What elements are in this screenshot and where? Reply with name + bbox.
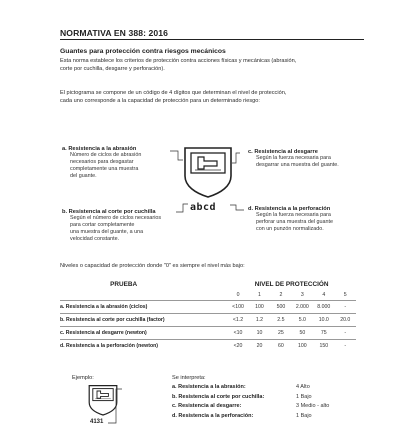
example-row-value: 1 Bajo (296, 393, 312, 400)
cell: 50 (292, 327, 313, 340)
example-row-value: 3 Medio - alto (296, 403, 330, 409)
example-row-name: a. Resistencia a la abrasión: (172, 384, 246, 390)
desc-line: desgarrar una muestra del guante. (256, 162, 339, 168)
cell: 100 (292, 340, 313, 353)
cell: 500 (270, 301, 291, 314)
desc-line: Según el número de ciclos necesarios (70, 215, 162, 221)
example-label: Ejemplo: (72, 375, 94, 381)
desc-line: una muestra del guante, a una (70, 229, 144, 235)
cell: 20 (249, 340, 270, 353)
list-item (172, 403, 372, 413)
desc-line: del guante. (70, 173, 97, 179)
intro-line: Esta norma establece los criterios de protección contra acciones físicas y mecánicas (abrasión, (60, 58, 297, 64)
cell: 2.5 (270, 314, 291, 327)
list-item (172, 413, 372, 423)
cell: 8.000 (313, 301, 334, 314)
cell: 150 (313, 340, 334, 353)
list-item (172, 384, 372, 394)
pictogram-code: abcd (190, 202, 217, 213)
section-subtitle: Guantes para protección contra riesgos mecánicos (60, 48, 226, 55)
item-b-label: b. Resistencia al corte por cuchilla (62, 209, 156, 215)
levels-note: Niveles o capacidad de protección donde "0" es siempre el nivel más bajo: (60, 263, 245, 269)
desc-line: velocidad constante. (70, 236, 120, 242)
cell: 20.0 (334, 314, 356, 327)
desc-line: perforar una muestra del guante (256, 219, 334, 225)
example-list (172, 384, 372, 422)
item-a-label: a. Resistencia a la abrasión (62, 146, 137, 152)
cell: - (334, 327, 356, 340)
example-interpret: Se interpreta: (172, 375, 206, 381)
item-d-label: d. Resistencia a la perforación (248, 206, 331, 212)
col-nivel: NIVEL DE PROTECCIÓN (254, 281, 329, 288)
desc-line: con un punzón normalizado. (256, 226, 324, 232)
cell: - (334, 301, 356, 314)
item-c-label: c. Resistencia al desgarre (248, 149, 318, 155)
cell: <10 (227, 327, 248, 340)
desc-line: Según la fuerza necesaria para (256, 212, 331, 218)
col-prueba: PRUEBA (110, 281, 138, 288)
level-number: 3 (300, 292, 304, 298)
example-row-value: 4 Alto (296, 384, 310, 390)
desc-line: Número de ciclos de abrasión (70, 152, 142, 158)
cell: 25 (270, 327, 291, 340)
level-number: 2 (279, 292, 283, 298)
page-title: NORMATIVA EN 388: 2016 (60, 28, 169, 38)
intro-line: corte por cuchilla, desgarre y perforación). (60, 65, 165, 72)
cell: 60 (270, 340, 291, 353)
row-name: b. Resistencia al corte por cuchilla (factor) (60, 314, 227, 327)
row-name: a. Resistencia a la abrasión (ciclos) (60, 301, 227, 314)
cell: <100 (227, 301, 248, 314)
row-name: d. Resistencia a la perforación (newton) (60, 340, 227, 353)
level-number: 5 (343, 292, 347, 298)
example-row-name: b. Resistencia al corte por cuchilla: (172, 393, 265, 400)
cell: 1.2 (249, 314, 270, 327)
cell: <1.2 (227, 314, 248, 327)
cell: - (334, 340, 356, 353)
cell: 10 (249, 327, 270, 340)
cell: 100 (249, 301, 270, 314)
example-code: 4131 (90, 419, 104, 425)
cell: 5.0 (292, 314, 313, 327)
level-number: 0 (236, 292, 240, 298)
pictogram-line: El pictograma se compone de un código de 4 dígitos que determinan el nivel de protección, (60, 90, 287, 96)
pictogram-line: cada uno corresponde a la capacidad de protección para un determinado riesgo: (60, 97, 260, 104)
example-row-name: d. Resistencia a la perforación: (172, 412, 254, 419)
cell: 2.000 (292, 301, 313, 314)
example-row-name: c. Resistencia al desgarre: (172, 403, 242, 409)
cell: 75 (313, 327, 334, 340)
desc-line: Según la fuerza necesaria para (256, 155, 331, 161)
example-row-value: 1 Bajo (296, 412, 312, 419)
desc-line: para cortar completamente (70, 222, 135, 228)
list-item (172, 394, 372, 404)
row-name: c. Resistencia al desgarre (newton) (60, 327, 227, 340)
cell: 10.0 (313, 314, 334, 327)
desc-line: necesarios para desgastar (70, 159, 134, 165)
cell: <20 (227, 340, 248, 353)
level-number: 4 (322, 292, 326, 298)
level-number: 1 (258, 292, 261, 298)
desc-line: completamente una muestra (70, 166, 139, 172)
